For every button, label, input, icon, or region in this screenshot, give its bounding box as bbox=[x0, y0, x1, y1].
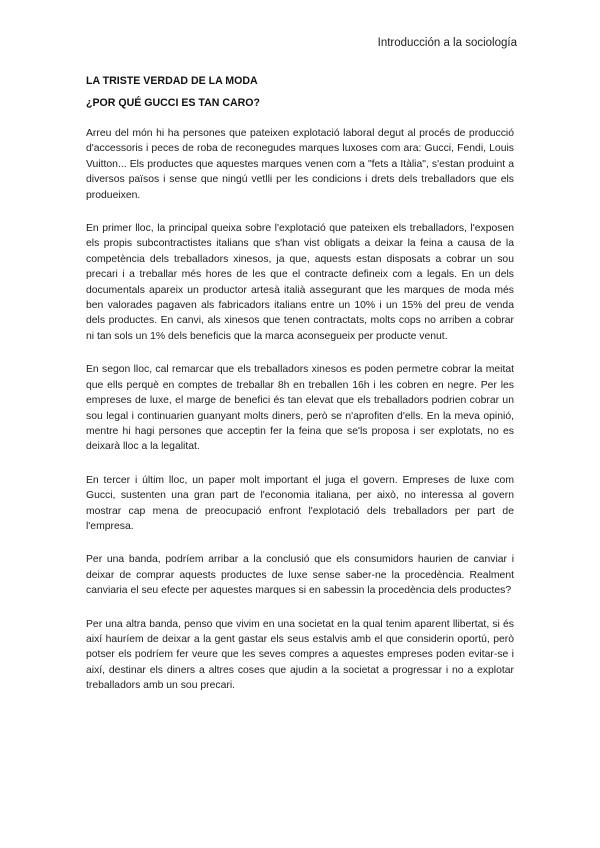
paragraph-third-point: En tercer i últim lloc, un paper molt important el juga el govern. Empreses de luxe com Gucci, sustenten una gran part de l'economia italiana, per això, no interessa al govern mostrar cap mena de preocupació enfront l'explotació dels treballadors per part de l'empresa. bbox=[86, 474, 514, 532]
page-subtitle: ¿POR QUÉ GUCCI ES TAN CARO? bbox=[86, 97, 261, 109]
document-body bbox=[86, 126, 514, 712]
title-block bbox=[86, 70, 260, 114]
paragraph-second-point: En segon lloc, cal remarcar que els treballadors xinesos es poden permetre cobrar la meitat que ells perquè en comptes de treballar 8h en treballen 16h i les cobren en negre. Per les empreses de luxe, el marge de benefici és tan elevat que els treballadors podrien cobrar un sou legal i continuarien guanyant molts diners, però se n'aprofiten d'ells. En la meva opinió, mentre hi hagi persones que acceptin fer la feina que se'ls proposa i ser explotats, no es deixarà lloc a la legalitat. bbox=[86, 364, 514, 453]
paragraph-conclusion-one: Per una banda, podríem arribar a la conclusió que els consumidors haurien de canviar i deixar de comprar aquests productes de luxe sense saber-ne la procedència. Realment canviaria el seu efecte per aquestes marques si en sabessin la procedència dels productes? bbox=[86, 554, 514, 597]
running-header: Introducción a la sociología bbox=[377, 37, 517, 49]
paragraph-intro: Arreu del món hi ha persones que pateixen explotació laboral degut al procés de producció d'accessoris i peces de roba de reconegudes marques luxoses com ara: Gucci, Fendi, Louis Vuitton... Els productes que aquestes marques venen com a "fets a Itàlia", s'estan produint a diversos països i sense que ningú vetlli per les condicions i drets dels treballadors que els produeixen. bbox=[86, 128, 514, 201]
paragraph-conclusion-two: Per una altra banda, penso que vivim en una societat en la qual tenim aparent llibertat, si és així hauríem de deixar a la gent gastar els seus estalvis amb el que considerin oportú, però potser els podríem fer veure que les seves compres a aquestes empreses poden evitar-se i així, destinar els diners a altres coses que ajudin a la societat a progressar i no a explotar treballadors amb un sou precari. bbox=[86, 618, 514, 692]
paragraph-first-point: En primer lloc, la principal queixa sobre l'explotació que pateixen els treballadors, l'exposen els propis subcontractistes italians que s'han vist obligats a deixar la feina a causa de la competència dels treballadors xinesos, ja que, aquests estan disposats a cobrar un sou precari i a treballar més hores de les que el contracte defineix com a legals. En un dels documentals apareix un productor artesà italià assegurant que les marques de moda més ben valorades pagaven als fabricadors italians entre un 10% i un 15% del preu de venda dels productes. En canvi, als xinesos que tenen contractats, molts cops no arriben a cobrar ni tan sols un 1% dels beneficis que la marca aconsegueix per producte venut. bbox=[86, 223, 514, 342]
page-title: LA TRISTE VERDAD DE LA MODA bbox=[86, 75, 258, 87]
